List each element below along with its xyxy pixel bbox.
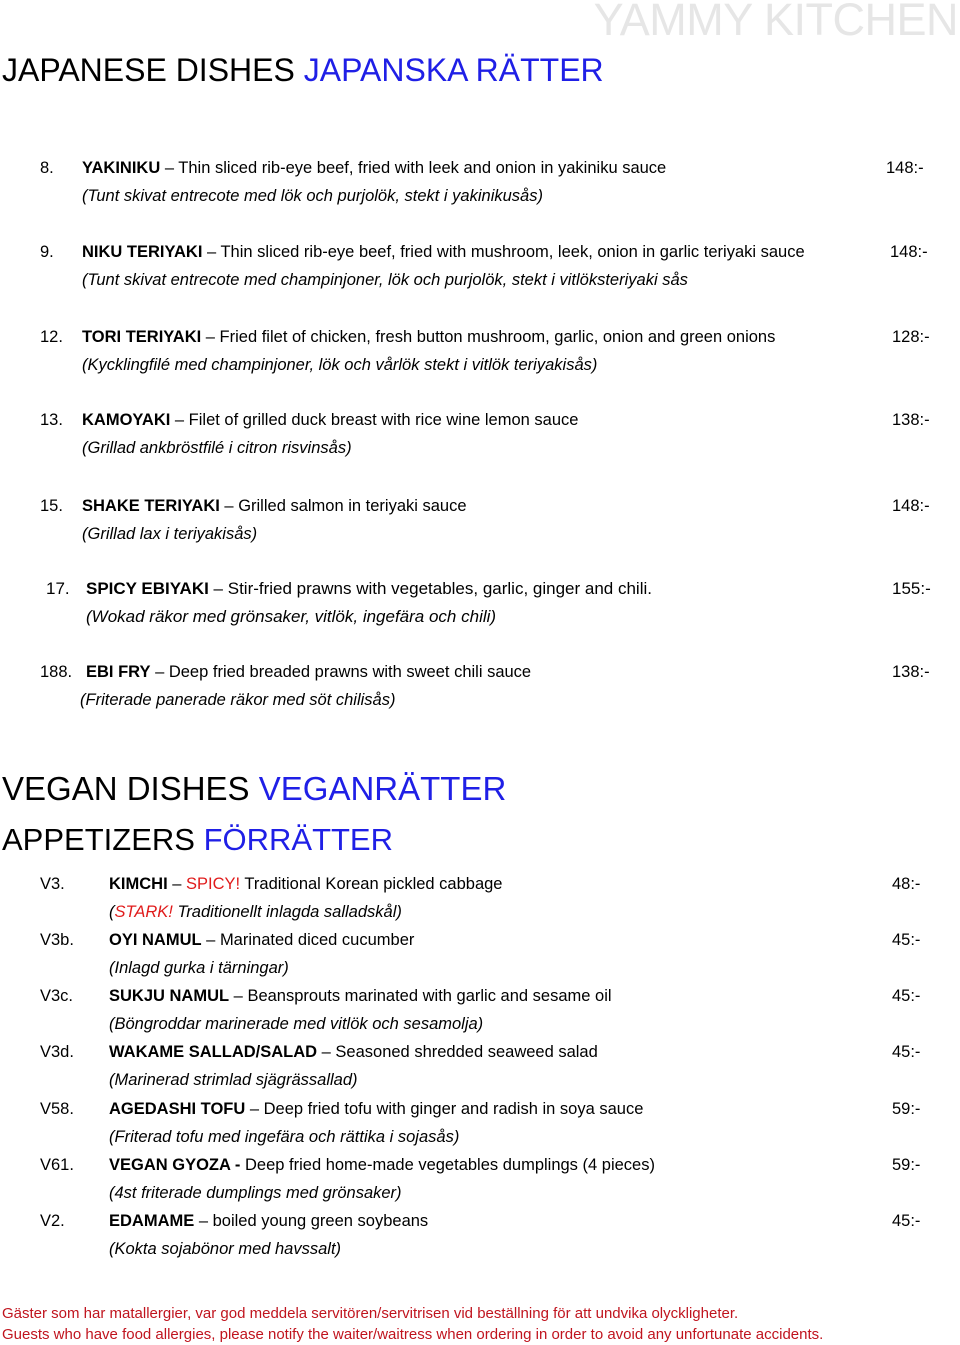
- item-swedish: (Inlagd gurka i tärningar): [109, 959, 289, 977]
- item-name: WAKAME SALLAD/SALAD: [109, 1043, 318, 1061]
- item-description: [82, 154, 666, 182]
- item-number: V2.: [40, 1212, 65, 1230]
- item-description: [82, 406, 578, 434]
- menu-item-oyi-namul: [40, 926, 940, 982]
- appetizers-heading: [2, 822, 393, 858]
- item-name: YAKINIKU: [82, 159, 161, 177]
- item-desc: – Deep fried breaded prawns with sweet chili sauce: [150, 663, 532, 681]
- item-description: [109, 1151, 655, 1179]
- item-price: 128:-: [892, 328, 930, 346]
- item-swedish: [109, 898, 402, 926]
- item-desc: – Deep fried tofu with ginger and radish in soya sauce: [245, 1100, 644, 1118]
- menu-item-kimchi: [40, 870, 940, 926]
- item-description: [109, 870, 502, 898]
- menu-item-ebi-fry: [40, 658, 940, 714]
- item-swedish-text: Traditionellt inlagda salladskål): [172, 903, 402, 921]
- item-description: [82, 238, 805, 266]
- item-desc: – Filet of grilled duck breast with rice wine lemon sauce: [170, 411, 579, 429]
- appetizers-heading-sv: FÖRRÄTTER: [203, 822, 393, 857]
- item-number: V3b.: [40, 931, 74, 949]
- item-name: VEGAN GYOZA -: [109, 1156, 241, 1174]
- menu-item-edamame: [40, 1207, 940, 1263]
- item-name: SHAKE TERIYAKI: [82, 497, 220, 515]
- item-desc: Traditional Korean pickled cabbage: [240, 875, 503, 893]
- menu-item-shake-teriyaki: [40, 492, 940, 548]
- item-number: V3c.: [40, 987, 74, 1005]
- vegan-heading-sv: VEGANRÄTTER: [258, 770, 507, 807]
- item-swedish: (Tunt skivat entrecote med champinjoner, lök och purjolök, stekt i vitlöksteriyaki sås: [82, 271, 688, 289]
- item-description: [109, 1038, 598, 1066]
- item-description: [109, 1207, 428, 1235]
- item-price: 148:-: [890, 243, 928, 261]
- item-number: V58.: [40, 1100, 74, 1118]
- item-swedish: (Kokta sojabönor med havssalt): [109, 1240, 342, 1258]
- item-description: [82, 323, 775, 351]
- item-number: V3.: [40, 875, 65, 893]
- item-desc: – Stir-fried prawns with vegetables, garlic, ginger and chili.: [208, 579, 652, 598]
- item-number: V3d.: [40, 1043, 74, 1061]
- item-desc: – Grilled salmon in teriyaki sauce: [219, 497, 467, 515]
- item-price: 148:-: [892, 497, 930, 515]
- item-swedish: (Marinerad strimlad sjägrässallad): [109, 1071, 358, 1089]
- item-number: 9.: [40, 243, 54, 261]
- menu-item-yakiniku: [40, 154, 940, 210]
- item-description: [109, 1095, 643, 1123]
- item-name: AGEDASHI TOFU: [109, 1100, 246, 1118]
- item-swedish: (Grillad ankbröstfilé i citron risvinsås): [82, 439, 352, 457]
- item-number: 15.: [40, 497, 63, 515]
- allergy-notice-sv: Gäster som har matallergier, var god meddela servitören/servitrisen vid beställning för att undvika olyckligheter.: [2, 1305, 739, 1322]
- brand-watermark: YAMMY KITCHEN: [593, 0, 958, 45]
- item-number: 12.: [40, 328, 63, 346]
- item-number: 13.: [40, 411, 63, 429]
- menu-item-spicy-ebiyaki: [46, 575, 946, 631]
- item-desc: – Fried filet of chicken, fresh button mushroom, garlic, onion and green onions: [201, 328, 776, 346]
- menu-item-vegan-gyoza: [40, 1151, 940, 1207]
- item-description: [109, 982, 612, 1010]
- item-number: 17.: [46, 579, 70, 598]
- item-price: 155:-: [892, 579, 931, 598]
- japanese-heading-en: JAPANESE DISHES: [2, 52, 295, 88]
- item-name: EBI FRY: [86, 663, 151, 681]
- item-price: 45:-: [892, 1043, 921, 1061]
- item-number: 188.: [40, 663, 73, 681]
- item-desc: – boiled young green soybeans: [194, 1212, 429, 1230]
- item-desc: – Thin sliced rib-eye beef, fried with mushroom, leek, onion in garlic teriyaki sauce: [202, 243, 805, 261]
- japanese-heading: [2, 52, 604, 89]
- allergy-notice-en: Guests who have food allergies, please notify the waiter/waitress when ordering in order to avoid any unfortunate accidents.: [2, 1326, 824, 1343]
- item-swedish: (4st friterade dumplings med grönsaker): [109, 1184, 402, 1202]
- item-name: SPICY EBIYAKI: [86, 579, 209, 598]
- item-swedish: (Friterad tofu med ingefära och rättika i sojasås): [109, 1128, 460, 1146]
- appetizers-heading-en: APPETIZERS: [2, 822, 195, 857]
- item-price: 59:-: [892, 1100, 921, 1118]
- item-name: OYI NAMUL: [109, 931, 202, 949]
- spicy-label-sv: STARK!: [114, 903, 173, 921]
- menu-item-tori-teriyaki: [40, 323, 940, 379]
- item-swedish: (Tunt skivat entrecote med lök och purjolök, stekt i yakinikusås): [82, 187, 543, 205]
- item-description: [86, 658, 531, 686]
- item-swedish: (Grillad lax i teriyakisås): [82, 525, 258, 543]
- menu-item-niku-teriyaki: [40, 238, 940, 294]
- item-description: [82, 492, 467, 520]
- menu-item-agedashi-tofu: [40, 1095, 940, 1151]
- item-number: 8.: [40, 159, 54, 177]
- menu-item-sukju-namul: [40, 982, 940, 1038]
- japanese-heading-sv: JAPANSKA RÄTTER: [303, 52, 604, 88]
- spicy-label: SPICY!: [186, 875, 241, 893]
- item-price: 138:-: [892, 411, 930, 429]
- item-number: V61.: [40, 1156, 74, 1174]
- item-desc: – Seasoned shredded seaweed salad: [317, 1043, 598, 1061]
- item-swedish: (Böngroddar marinerade med vitlök och sesamolja): [109, 1015, 484, 1033]
- item-swedish: (Kycklingfilé med champinjoner, lök och vårlök stekt i vitlök teriyakisås): [82, 356, 598, 374]
- vegan-heading: [2, 770, 506, 808]
- item-name: EDAMAME: [109, 1212, 195, 1230]
- menu-item-wakame-salad: [40, 1038, 940, 1094]
- item-name: NIKU TERIYAKI: [82, 243, 203, 261]
- item-price: 59:-: [892, 1156, 921, 1174]
- item-desc: Deep fried home-made vegetables dumplings (4 pieces): [240, 1156, 655, 1174]
- item-price: 45:-: [892, 987, 921, 1005]
- item-desc: – Marinated diced cucumber: [201, 931, 415, 949]
- item-desc: – Thin sliced rib-eye beef, fried with leek and onion in yakiniku sauce: [160, 159, 667, 177]
- item-price: 138:-: [892, 663, 930, 681]
- item-name: TORI TERIYAKI: [82, 328, 202, 346]
- item-price: 48:-: [892, 875, 921, 893]
- item-name: KAMOYAKI: [82, 411, 171, 429]
- item-dash: –: [167, 875, 187, 893]
- item-price: 45:-: [892, 1212, 921, 1230]
- item-swedish-open: (: [109, 903, 115, 921]
- item-name: SUKJU NAMUL: [109, 987, 230, 1005]
- item-price: 45:-: [892, 931, 921, 949]
- item-description: [86, 575, 652, 603]
- item-name: KIMCHI: [109, 875, 168, 893]
- item-price: 148:-: [886, 159, 924, 177]
- menu-item-kamoyaki: [40, 406, 940, 462]
- item-swedish: (Wokad räkor med grönsaker, vitlök, ingefära och chili): [86, 607, 497, 626]
- item-description: [109, 926, 414, 954]
- item-desc: – Beansprouts marinated with garlic and sesame oil: [229, 987, 612, 1005]
- item-swedish: (Friterade panerade räkor med söt chilisås): [80, 691, 396, 709]
- vegan-heading-en: VEGAN DISHES: [2, 770, 250, 807]
